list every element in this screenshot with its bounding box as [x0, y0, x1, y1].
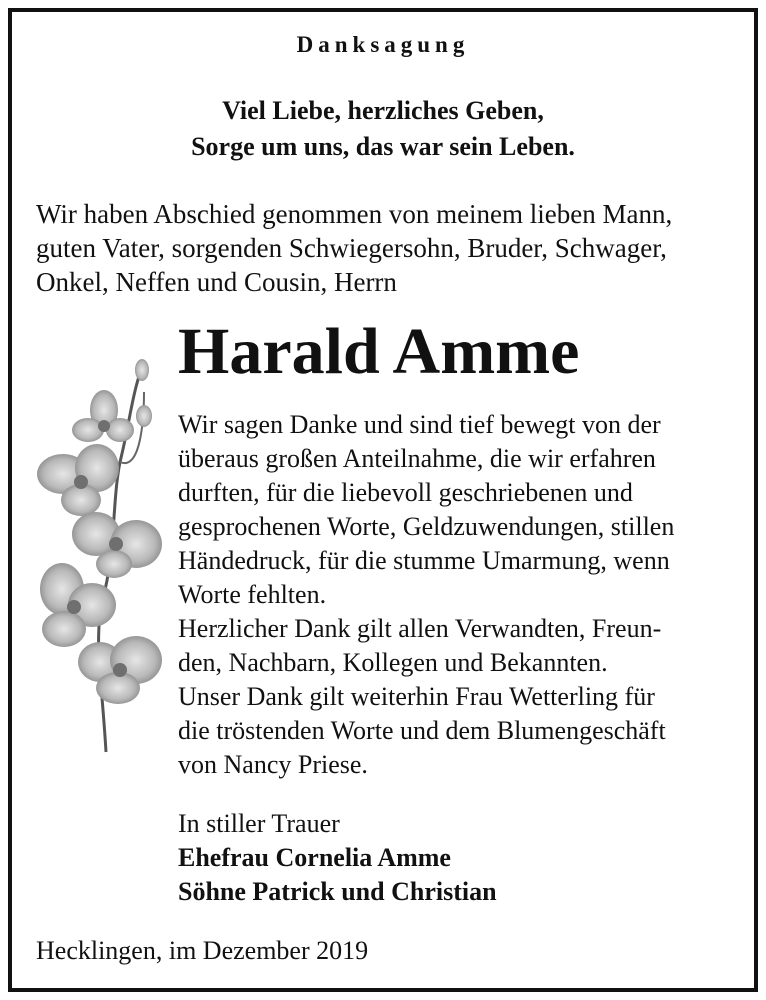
body-line: durften, für die liebevoll geschriebenen und — [178, 478, 633, 507]
signature-line: Ehefrau Cornelia Amme — [178, 843, 451, 872]
signature-line: Söhne Patrick und Christian — [178, 877, 497, 906]
body-line: Händedruck, für die stumme Umarmung, wenn — [178, 546, 670, 575]
body-line: Wir sagen Danke und sind tief bewegt von der — [178, 410, 661, 439]
body-line: Herzlicher Dank gilt allen Verwandten, Freun- — [178, 614, 662, 643]
intro-line: Onkel, Neffen und Cousin, Herrn — [36, 267, 397, 297]
deceased-name: Harald Amme — [178, 315, 580, 388]
intro-line: Wir haben Abschied genommen von meinem lieben Mann, — [36, 199, 673, 229]
motto-line: Sorge um uns, das war sein Leben. — [191, 132, 575, 161]
intro-line: guten Vater, sorgenden Schwiegersohn, Bruder, Schwager, — [36, 233, 667, 263]
orchid-branch-icon — [32, 352, 162, 757]
obituary-notice — [8, 8, 758, 992]
notice-heading: Danksagung — [296, 32, 470, 57]
place-date: Hecklingen, im Dezember 2019 — [36, 936, 369, 965]
body-line: die tröstenden Worte und dem Blumengeschäft — [178, 716, 666, 745]
body-line: den, Nachbarn, Kollegen und Bekannten. — [178, 648, 608, 677]
motto-line: Viel Liebe, herzliches Geben, — [222, 96, 544, 125]
body-line: Unser Dank gilt weiterhin Frau Wetterling für — [178, 682, 655, 711]
body-line: von Nancy Priese. — [178, 750, 368, 779]
body-line: Worte fehlten. — [178, 580, 327, 609]
body-line: überaus großen Anteilnahme, die wir erfahren — [178, 444, 656, 473]
body-line: gesprochenen Worte, Geldzuwendungen, stillen — [178, 512, 675, 541]
signature-intro: In stiller Trauer — [178, 809, 340, 838]
